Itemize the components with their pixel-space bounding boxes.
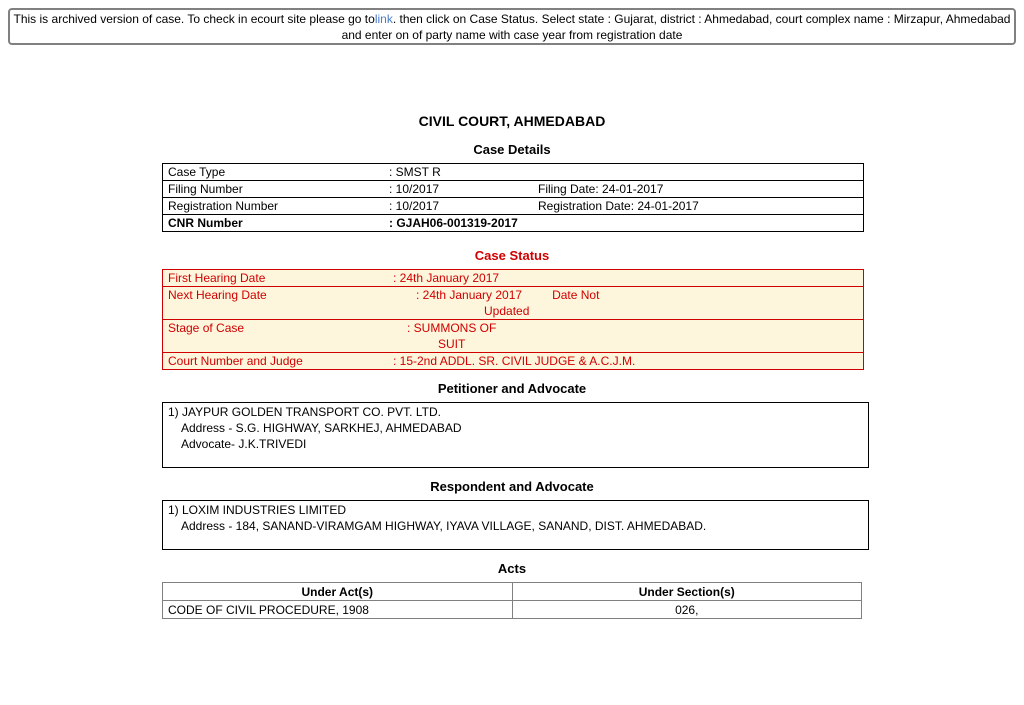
registration-number-label: Registration Number [163,198,385,215]
petitioner-address: Address - S.G. HIGHWAY, SARKHEJ, AHMEDABAD [181,421,462,435]
stage-value-1: : SUMMONS OF [407,321,497,335]
under-section-header: Under Section(s) [512,583,862,601]
case-status-table [162,269,864,370]
case-type-row [163,164,864,181]
next-hearing-value: : 24th January 2017 [416,288,523,302]
petitioner-advocate: Advocate- J.K.TRIVEDI [181,437,307,451]
petitioner-name: 1) JAYPUR GOLDEN TRANSPORT CO. PVT. LTD. [168,405,441,419]
case-status-title: Case Status [474,248,550,263]
respondent-box [162,500,869,550]
cnr-value: : GJAH06-001319-2017 [389,216,518,230]
respondent-name: 1) LOXIM INDUSTRIES LIMITED [168,503,347,517]
filing-number-label: Filing Number [163,181,385,198]
next-hearing-note-2: Updated [484,304,530,318]
respondent-title: Respondent and Advocate [430,479,594,494]
case-details-title: Case Details [473,142,551,157]
stage-label: Stage of Case [163,320,389,353]
first-hearing-value: : 24th January 2017 [388,270,864,287]
filing-number-value: : 10/2017 [384,181,533,198]
under-act-header: Under Act(s) [163,583,513,601]
archive-notice [8,8,1016,45]
court-judge-value: : 15-2nd ADDL. SR. CIVIL JUDGE & A.C.J.M. [388,353,864,370]
case-type-label: Case Type [163,164,385,181]
notice-text-before: This is archived version of case. To check in ecourt site please go to [13,12,375,26]
case-details-table [162,163,864,232]
petitioner-title: Petitioner and Advocate [437,381,587,396]
filing-number-row [163,181,864,198]
ecourt-link[interactable]: link [374,12,393,26]
acts-title: Acts [497,561,527,576]
respondent-address: Address - 184, SANAND-VIRAMGAM HIGHWAY, IYAVA VILLAGE, SANAND, DIST. AHMEDABAD. [181,519,707,533]
next-hearing-note-1: Date Not [552,288,600,302]
acts-row [163,601,862,619]
case-type-value: : SMST R [384,164,533,181]
cnr-label: CNR Number [168,216,243,230]
petitioner-box [162,402,869,468]
registration-number-row [163,198,864,215]
registration-number-value: : 10/2017 [384,198,533,215]
stage-row [163,320,864,353]
cnr-row [163,215,864,232]
first-hearing-label: First Hearing Date [163,270,389,287]
next-hearing-row [163,287,864,320]
registration-date: Registration Date: 24-01-2017 [533,198,864,215]
act-cell: CODE OF CIVIL PROCEDURE, 1908 [163,601,513,619]
court-judge-row [163,353,864,370]
stage-value-2: SUIT [438,337,466,351]
next-hearing-label: Next Hearing Date [163,287,389,320]
acts-table [162,582,862,619]
court-title: CIVIL COURT, AHMEDABAD [418,113,606,129]
notice-text-after: . then click on Case Status. Select state : Gujarat, district : Ahmedabad, court complex name : Mirzapur, Ahmedabad and enter on of party name with case year from registration date [341,12,1011,42]
section-cell: 026, [512,601,862,619]
first-hearing-row [163,270,864,287]
acts-header-row [163,583,862,601]
filing-date: Filing Date: 24-01-2017 [533,181,864,198]
court-judge-label: Court Number and Judge [163,353,389,370]
